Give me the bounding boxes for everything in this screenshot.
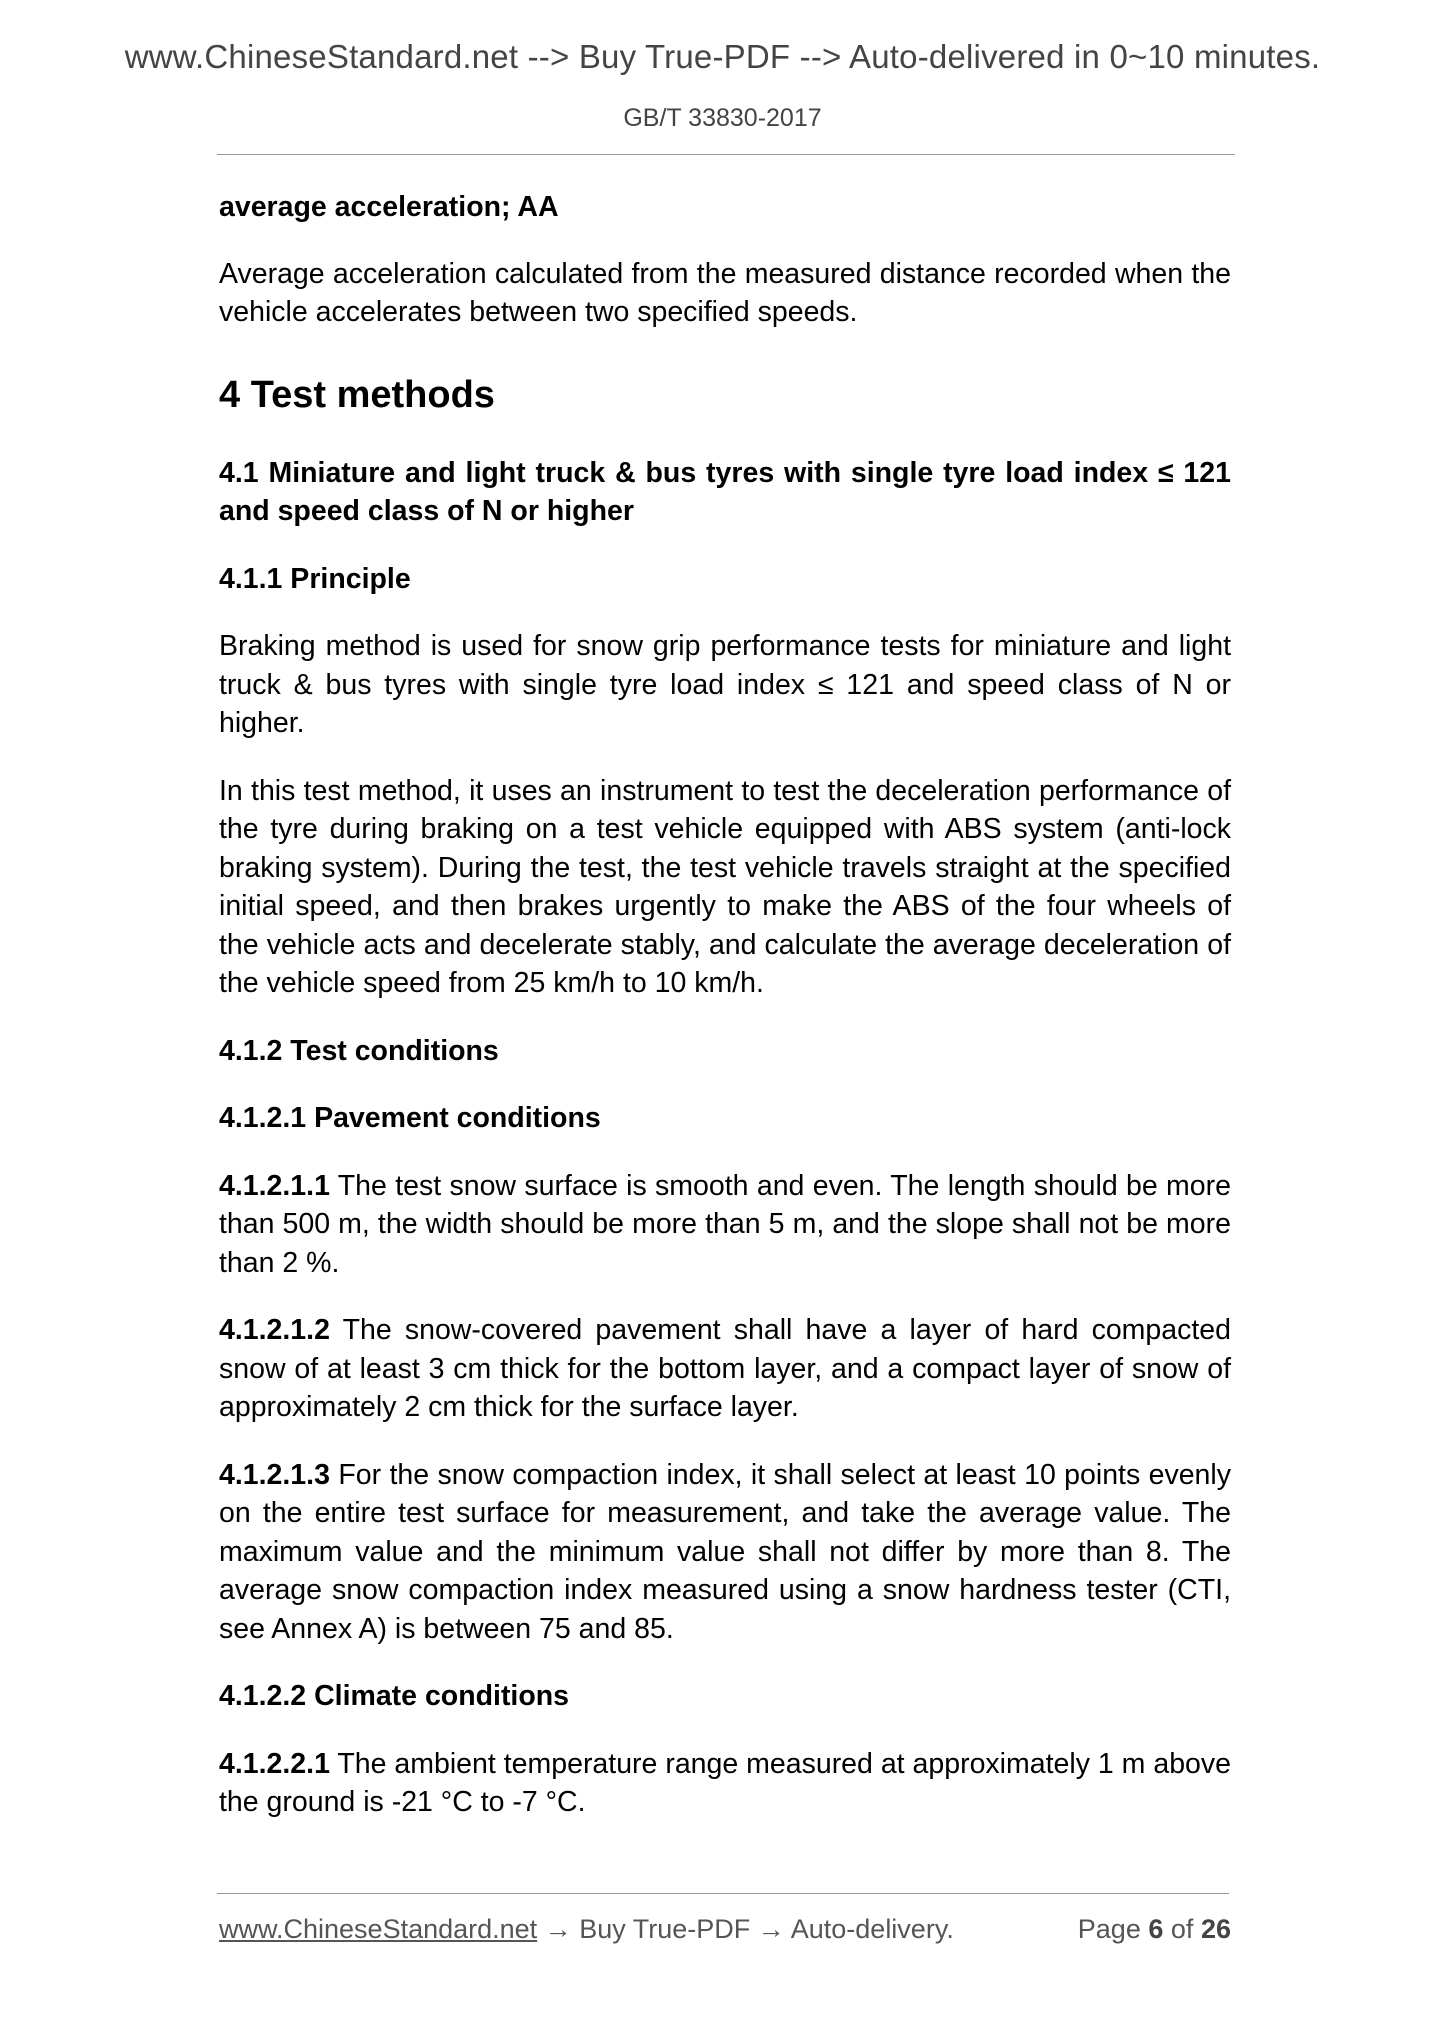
footer-website-link[interactable]: www.ChineseStandard.net: [219, 1914, 538, 1944]
section-4-1-2-1-heading: 4.1.2.1 Pavement conditions: [219, 1102, 601, 1134]
term-definition: Average acceleration calculated from the measured distance recorded when the vehicle accelerates between two specified speeds.: [219, 257, 1231, 328]
header-divider: [217, 154, 1235, 155]
section-4-1-heading: 4.1 Miniature and light truck & bus tyres with single tyre load index ≤ 121 and speed class of N or higher: [219, 456, 1231, 527]
standard-code: GB/T 33830-2017: [623, 104, 822, 132]
section-4-1-2-2-heading: 4.1.2.2 Climate conditions: [219, 1680, 570, 1712]
footer-divider: [217, 1893, 1229, 1894]
clause-text: The test snow surface is smooth and even. The length should be more than 500 m, the width should be more than 5 m, and the slope shall not be more than 2 %.: [219, 1169, 1231, 1279]
clause-number: 4.1.2.1.2: [219, 1314, 330, 1346]
term-title: average acceleration; AA: [219, 191, 559, 223]
clause-4-1-2-1-2: [219, 1311, 1231, 1427]
clause-4-1-2-1-3: [219, 1456, 1231, 1649]
section-4-1-1-heading: 4.1.1 Principle: [219, 562, 411, 595]
clause-number: 4.1.2.2.1: [219, 1747, 330, 1780]
clause-number: 4.1.2.1.1: [219, 1169, 330, 1202]
footer-tagline: → Buy True-PDF → Auto-delivery.: [537, 1914, 954, 1944]
principle-paragraph-1: Braking method is used for snow grip performance tests for miniature and light truck & bus tyres with single tyre load index ≤ 121 and speed class of N or higher.: [219, 630, 1231, 739]
page-indicator: [1078, 1912, 1231, 1946]
principle-paragraph-2: In this test method, it uses an instrument to test the deceleration performance of the tyre during braking on a test vehicle equipped with ABS system (anti-lock braking system). During the test, the test vehicle travels straight at the specified initial speed, and then brakes urgently to make the ABS of the four wheels of the vehicle acts and decelerate stably, and calculate the average deceleration of the vehicle speed from 25 km/h to 10 km/h.: [219, 774, 1231, 999]
section-4-1-2-heading: 4.1.2 Test conditions: [219, 1034, 499, 1067]
clause-text: The snow-covered pavement shall have a layer of hard compacted snow of at least 3 cm thick for the bottom layer, and a compact layer of snow of approximately 2 cm thick for the surface layer.: [219, 1314, 1231, 1423]
clause-text: The ambient temperature range measured at approximately 1 m above the ground is -21 °C to -7 °C.: [219, 1747, 1231, 1818]
top-banner: www.ChineseStandard.net --> Buy True-PDF --> Auto-delivered in 0~10 minutes.: [124, 38, 1321, 75]
page-current: 6: [1148, 1914, 1164, 1944]
clause-number: 4.1.2.1.3: [219, 1458, 330, 1491]
clause-text: For the snow compaction index, it shall select at least 10 points evenly on the entire test surface for measurement, and take the average value. The maximum value and the minimum value shall not differ by more than 8. The average snow compaction index measured using a snow hardness tester (CTI, see Annex A) is between 75 and 85.: [219, 1458, 1231, 1645]
section-4-heading: 4 Test methods: [219, 373, 495, 416]
clause-4-1-2-1-1: [219, 1167, 1231, 1283]
page-content: [219, 188, 1231, 1851]
page-of-label: of: [1170, 1914, 1194, 1944]
page-total: 26: [1200, 1914, 1231, 1944]
page-label: Page: [1077, 1914, 1141, 1944]
footer-left: [219, 1912, 954, 1946]
clause-4-1-2-2-1: [219, 1745, 1231, 1822]
